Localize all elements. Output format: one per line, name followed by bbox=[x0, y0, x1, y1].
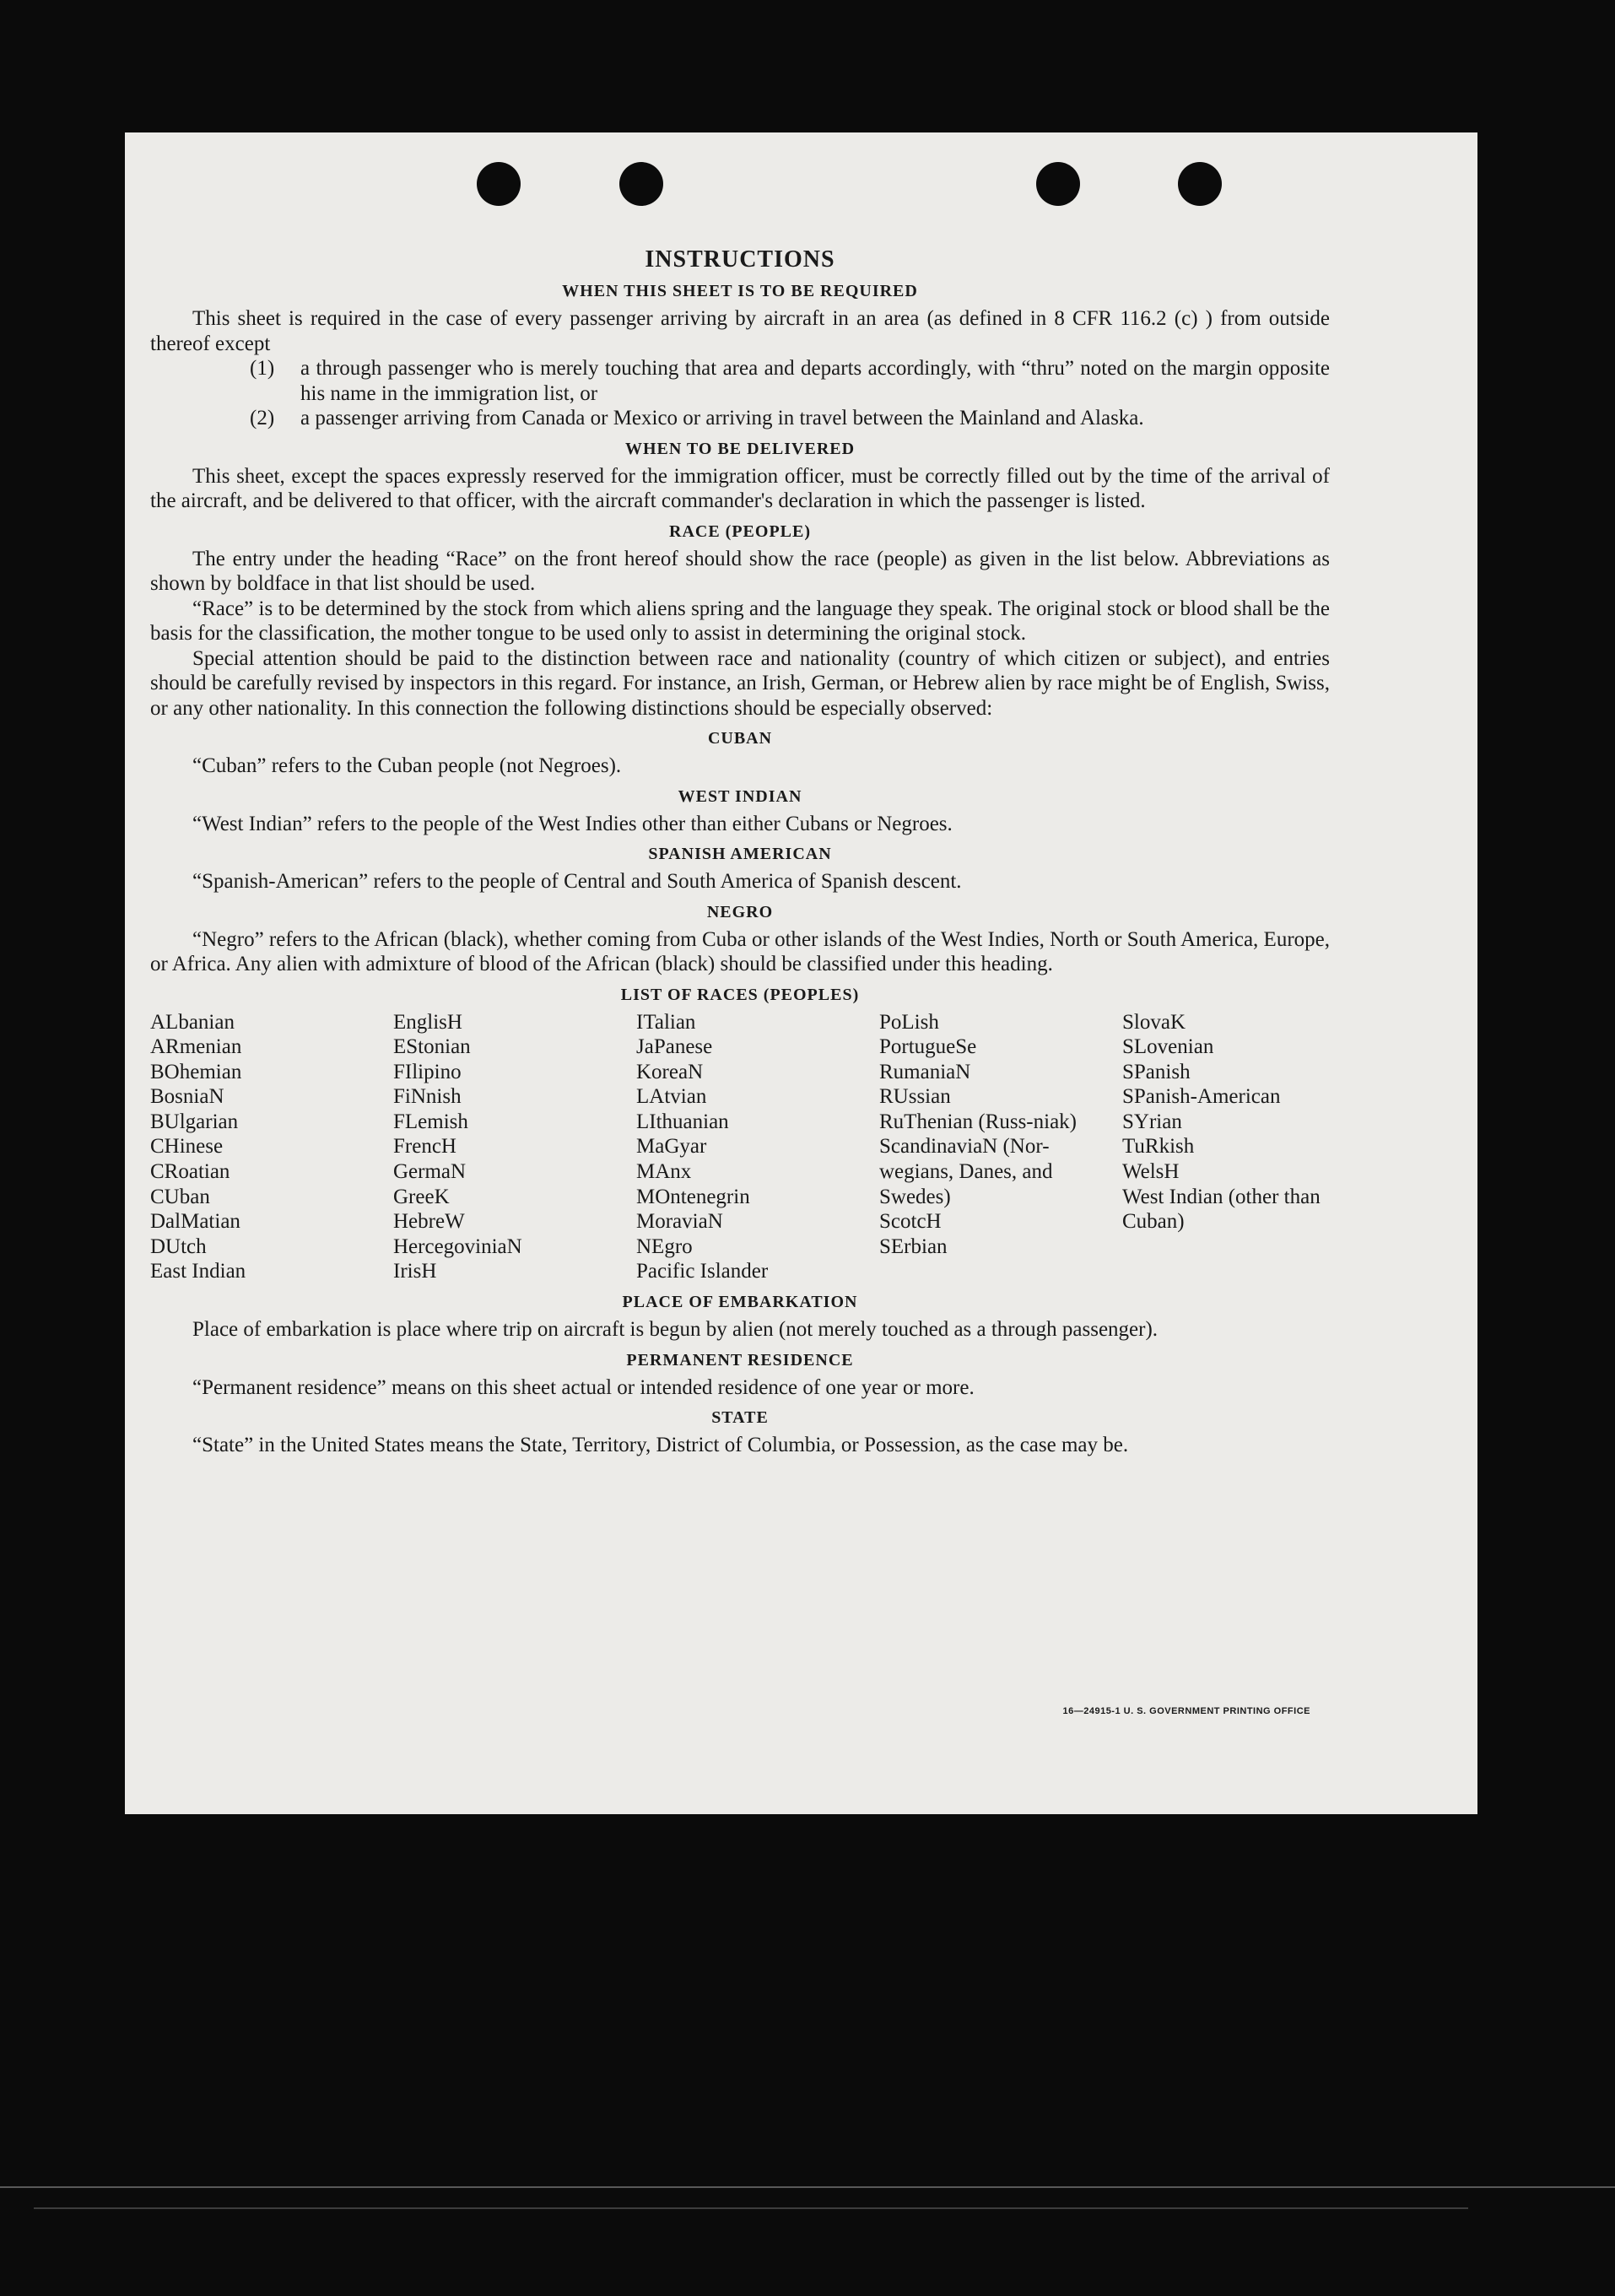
race-entry: SErbian bbox=[879, 1234, 948, 1258]
race-entry: FrencH bbox=[393, 1135, 456, 1159]
race-entry: RumaniaN bbox=[879, 1060, 971, 1083]
heading-state: STATE bbox=[711, 1408, 769, 1428]
race-entry: BUlgarian bbox=[150, 1110, 239, 1133]
heading-negro: NEGRO bbox=[706, 902, 774, 921]
race-entry: BosniaN bbox=[150, 1085, 224, 1109]
race-entry: ALbanian bbox=[150, 1010, 235, 1034]
race-entry: CUban bbox=[150, 1185, 210, 1208]
heading-delivered: WHEN TO BE DELIVERED bbox=[624, 439, 856, 458]
race-entry: ARmenian bbox=[150, 1035, 242, 1059]
cuban-text: “Cuban” refers to the Cuban people (not Negroes). bbox=[192, 754, 622, 777]
races-list bbox=[150, 1010, 1330, 1285]
race-entry: WelsH bbox=[1122, 1160, 1180, 1184]
race-entry: BOhemian bbox=[150, 1060, 242, 1083]
race-entry: TuRkish bbox=[1122, 1135, 1195, 1159]
negro-text: “Negro” refers to the African (black), whether coming from Cuba or other islands of the West Indies, North or South America, Europe, or Africa. Any alien with admixture of blood of the African (black) should be classified under this heading. bbox=[150, 927, 1330, 975]
race-entry: LAtvian bbox=[636, 1085, 707, 1109]
race-entry: SLovenian bbox=[1122, 1035, 1214, 1059]
race-entry: HercegoviniaN bbox=[393, 1234, 522, 1258]
document-page bbox=[125, 132, 1477, 1814]
race-entry: ScandinaviaN (Nor-wegians, Danes, and Swedes) bbox=[879, 1135, 1053, 1208]
heading-cuban: CUBAN bbox=[707, 729, 773, 748]
race-entry: MoraviaN bbox=[636, 1210, 723, 1234]
exception-item bbox=[250, 356, 1330, 406]
race-entry: FIlipino bbox=[393, 1060, 462, 1083]
race-entry: EnglisH bbox=[393, 1010, 462, 1034]
item-number: (1) bbox=[250, 357, 275, 380]
punch-hole bbox=[477, 162, 521, 206]
heading-list-of-races: LIST OF RACES (PEOPLES) bbox=[620, 985, 860, 1004]
race-entry: SlovaK bbox=[1122, 1010, 1186, 1034]
race-entry: MaGyar bbox=[636, 1135, 707, 1159]
scan-artifact-line bbox=[0, 2186, 1615, 2188]
races-column bbox=[636, 1010, 879, 1285]
race-entry: DalMatian bbox=[150, 1210, 240, 1234]
race-entry: SPanish-American bbox=[1122, 1085, 1281, 1109]
race-paragraph-2: “Race” is to be determined by the stock from which aliens spring and the language they speak. The original stock or blood shall be the basis for the classification, the mother tongue to be used only to assist in determining the original stock. bbox=[150, 597, 1330, 645]
item-number: (2) bbox=[250, 407, 275, 429]
race-entry: SYrian bbox=[1122, 1110, 1182, 1133]
race-entry: HebreW bbox=[393, 1210, 465, 1234]
race-entry: GreeK bbox=[393, 1185, 450, 1208]
race-entry: KoreaN bbox=[636, 1060, 704, 1083]
race-entry: JaPanese bbox=[636, 1035, 713, 1059]
punch-hole bbox=[1178, 162, 1222, 206]
race-entry: DUtch bbox=[150, 1234, 207, 1258]
race-paragraph-3: Special attention should be paid to the distinction between race and nationality (country of which citizen or subject), and entries should be carefully revised by inspectors in this regard. For instance, an Irish, German, or Hebrew alien by race might be of English, Swiss, or any other nationality. In this connection the following distinctions should be especially observed: bbox=[150, 646, 1330, 720]
residence-text: “Permanent residence” means on this sheet actual or intended residence of one year or more. bbox=[192, 1375, 975, 1399]
exception-item bbox=[250, 406, 1330, 431]
race-entry: FiNnish bbox=[393, 1085, 462, 1109]
race-entry: Pacific Islander bbox=[636, 1260, 769, 1283]
spanish-american-text: “Spanish-American” refers to the people of Central and South America of Spanish descent. bbox=[192, 870, 962, 893]
west-indian-text: “West Indian” refers to the people of the West Indies other than either Cubans or Negroes. bbox=[192, 812, 953, 835]
race-entry: GermaN bbox=[393, 1160, 467, 1184]
state-text: “State” in the United States means the State, Territory, District of Columbia, or Possession, as the case may be. bbox=[192, 1434, 1129, 1457]
race-entry: SPanish bbox=[1122, 1060, 1191, 1083]
race-entry: West Indian (other than Cuban) bbox=[1122, 1185, 1321, 1234]
printing-office-code: 16—24915-1 U. S. GOVERNMENT PRINTING OFFICE bbox=[1062, 1706, 1310, 1716]
race-entry: IrisH bbox=[393, 1260, 437, 1283]
race-paragraph-1: The entry under the heading “Race” on the front hereof should show the race (people) as given in the list below. Abbreviations as shown by boldface in that list should be used. bbox=[150, 547, 1330, 595]
document-content bbox=[150, 246, 1330, 1458]
race-entry: ITalian bbox=[636, 1010, 696, 1034]
race-entry: PortugueSe bbox=[879, 1035, 977, 1059]
race-entry: East Indian bbox=[150, 1260, 246, 1283]
race-entry: CHinese bbox=[150, 1135, 224, 1159]
embarkation-text: Place of embarkation is place where trip on aircraft is begun by alien (not merely touched as a through passenger). bbox=[192, 1318, 1159, 1342]
race-entry: MOntenegrin bbox=[636, 1185, 750, 1208]
heading-spanish-american: SPANISH AMERICAN bbox=[648, 845, 832, 863]
races-column bbox=[1122, 1010, 1330, 1285]
race-entry: NEgro bbox=[636, 1234, 693, 1258]
races-column bbox=[150, 1010, 393, 1285]
race-entry: ScotcH bbox=[879, 1210, 942, 1234]
race-entry: EStonian bbox=[393, 1035, 471, 1059]
heading-race: RACE (PEOPLE) bbox=[669, 521, 811, 541]
race-entry: RuThenian (Russ-niak) bbox=[879, 1110, 1077, 1133]
heading-west-indian: WEST INDIAN bbox=[678, 786, 802, 806]
race-entry: FLemish bbox=[393, 1110, 468, 1133]
race-entry: PoLish bbox=[879, 1010, 939, 1034]
document-title: INSTRUCTIONS bbox=[645, 246, 835, 273]
races-column bbox=[393, 1010, 636, 1285]
race-entry: RUssian bbox=[879, 1085, 951, 1109]
item-text: a through passenger who is merely touching that area and departs accordingly, with “thru” noted on the margin opposite his name in the immigration list, or bbox=[300, 357, 1330, 405]
punch-hole bbox=[619, 162, 663, 206]
scan-artifact-line bbox=[34, 2207, 1468, 2209]
punch-hole bbox=[1036, 162, 1080, 206]
heading-embarkation: PLACE OF EMBARKATION bbox=[622, 1293, 858, 1312]
heading-required: WHEN THIS SHEET IS TO BE REQUIRED bbox=[562, 282, 918, 300]
race-entry: LIthuanian bbox=[636, 1110, 729, 1133]
heading-residence: PERMANENT RESIDENCE bbox=[626, 1350, 854, 1369]
required-intro: This sheet is required in the case of every passenger arriving by aircraft in an area (as defined in 8 CFR 116.2 (c) ) from outside thereof except bbox=[150, 307, 1330, 355]
race-entry: CRoatian bbox=[150, 1160, 230, 1184]
race-entry: MAnx bbox=[636, 1160, 692, 1184]
delivered-text: This sheet, except the spaces expressly reserved for the immigration officer, must be correctly filled out by the time of the arrival of the aircraft, and be delivered to that officer, with the aircraft commander's declaration in which the passenger is listed. bbox=[150, 464, 1330, 512]
races-column bbox=[879, 1010, 1122, 1285]
item-text: a passenger arriving from Canada or Mexico or arriving in travel between the Mainland and Alaska. bbox=[300, 407, 1144, 429]
